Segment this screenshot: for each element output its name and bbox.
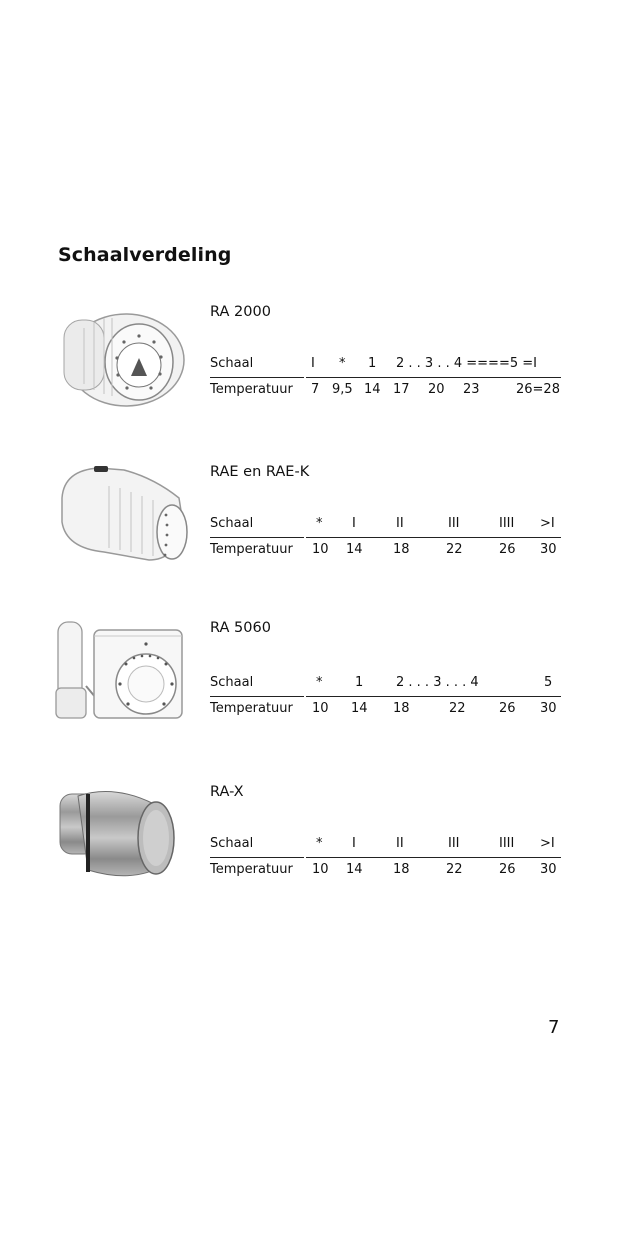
temperature-row xyxy=(210,858,561,884)
scale-cell: III xyxy=(448,516,460,531)
scale-label: Schaal xyxy=(210,836,254,851)
product-name: RA 2000 xyxy=(210,304,271,320)
scale-table xyxy=(210,671,561,723)
ra5060-control-image xyxy=(54,616,189,726)
temperature-cell: 14 xyxy=(346,542,363,557)
temperature-label: Temperatuur xyxy=(210,862,293,877)
scale-cell: III xyxy=(448,836,460,851)
temperature-row xyxy=(210,538,561,564)
scale-row xyxy=(210,671,561,697)
scale-cell: I xyxy=(352,836,356,851)
temperature-label: Temperatuur xyxy=(210,701,293,716)
scale-cell: II xyxy=(396,516,404,531)
scale-cell: IIII xyxy=(499,516,515,531)
product-name: RA 5060 xyxy=(210,620,271,636)
scale-label: Schaal xyxy=(210,516,254,531)
temperature-cell: 17 xyxy=(393,382,410,397)
product-rae xyxy=(0,460,620,580)
scale-table xyxy=(210,352,561,404)
scale-cell: 1 xyxy=(355,675,364,690)
scale-cell: 5 xyxy=(544,675,553,690)
temperature-cell: 22 xyxy=(449,701,466,716)
temperature-cell: 22 xyxy=(446,542,463,557)
temperature-cell: 7 xyxy=(311,382,320,397)
temperature-cell: 26 xyxy=(499,701,516,716)
rax-thermostat-image xyxy=(54,780,189,890)
product-name: RAE en RAE-K xyxy=(210,464,310,480)
scale-row xyxy=(210,512,561,538)
section-heading: Schaalverdeling xyxy=(58,244,232,266)
scale-cell: >I xyxy=(540,516,555,531)
scale-table xyxy=(210,512,561,564)
scale-row xyxy=(210,832,561,858)
rae-thermostat-image xyxy=(54,460,189,570)
scale-cell: IIII xyxy=(499,836,515,851)
temperature-cell: 23 xyxy=(463,382,480,397)
temperature-row xyxy=(210,378,561,404)
temperature-cell: 18 xyxy=(393,701,410,716)
temperature-cell: 10 xyxy=(312,542,329,557)
scale-cell: * xyxy=(339,356,346,371)
temperature-cell: 26=28 xyxy=(516,382,560,397)
scale-label: Schaal xyxy=(210,356,254,371)
product-ra2000 xyxy=(0,300,620,420)
temperature-cell: 10 xyxy=(312,862,329,877)
scale-cell: >I xyxy=(540,836,555,851)
scale-table xyxy=(210,832,561,884)
scale-cell: 2 . . . 3 . . . 4 xyxy=(396,675,479,690)
scale-cell: * xyxy=(316,836,323,851)
temperature-cell: 20 xyxy=(428,382,445,397)
scale-label: Schaal xyxy=(210,675,254,690)
scale-cell: II xyxy=(396,836,404,851)
temperature-cell: 9,5 xyxy=(332,382,353,397)
scale-cell: 1 xyxy=(368,356,377,371)
temperature-cell: 14 xyxy=(364,382,381,397)
scale-cell: 2 . . 3 . . 4 ====5 =I xyxy=(396,356,537,371)
scale-cell: * xyxy=(316,516,323,531)
scale-cell: I xyxy=(311,356,315,371)
temperature-cell: 26 xyxy=(499,862,516,877)
temperature-cell: 22 xyxy=(446,862,463,877)
temperature-cell: 30 xyxy=(540,862,557,877)
temperature-label: Temperatuur xyxy=(210,542,293,557)
temperature-cell: 14 xyxy=(351,701,368,716)
product-rax xyxy=(0,780,620,900)
product-name: RA-X xyxy=(210,784,244,800)
temperature-cell: 18 xyxy=(393,862,410,877)
temperature-cell: 10 xyxy=(312,701,329,716)
page-number: 7 xyxy=(548,1017,560,1038)
scale-cell: * xyxy=(316,675,323,690)
temperature-cell: 26 xyxy=(499,542,516,557)
temperature-row xyxy=(210,697,561,723)
temperature-cell: 30 xyxy=(540,542,557,557)
temperature-cell: 18 xyxy=(393,542,410,557)
temperature-cell: 30 xyxy=(540,701,557,716)
product-ra5060 xyxy=(0,616,620,736)
temperature-label: Temperatuur xyxy=(210,382,293,397)
scale-row xyxy=(210,352,561,378)
ra2000-thermostat-image xyxy=(54,300,189,410)
scale-cell: I xyxy=(352,516,356,531)
temperature-cell: 14 xyxy=(346,862,363,877)
